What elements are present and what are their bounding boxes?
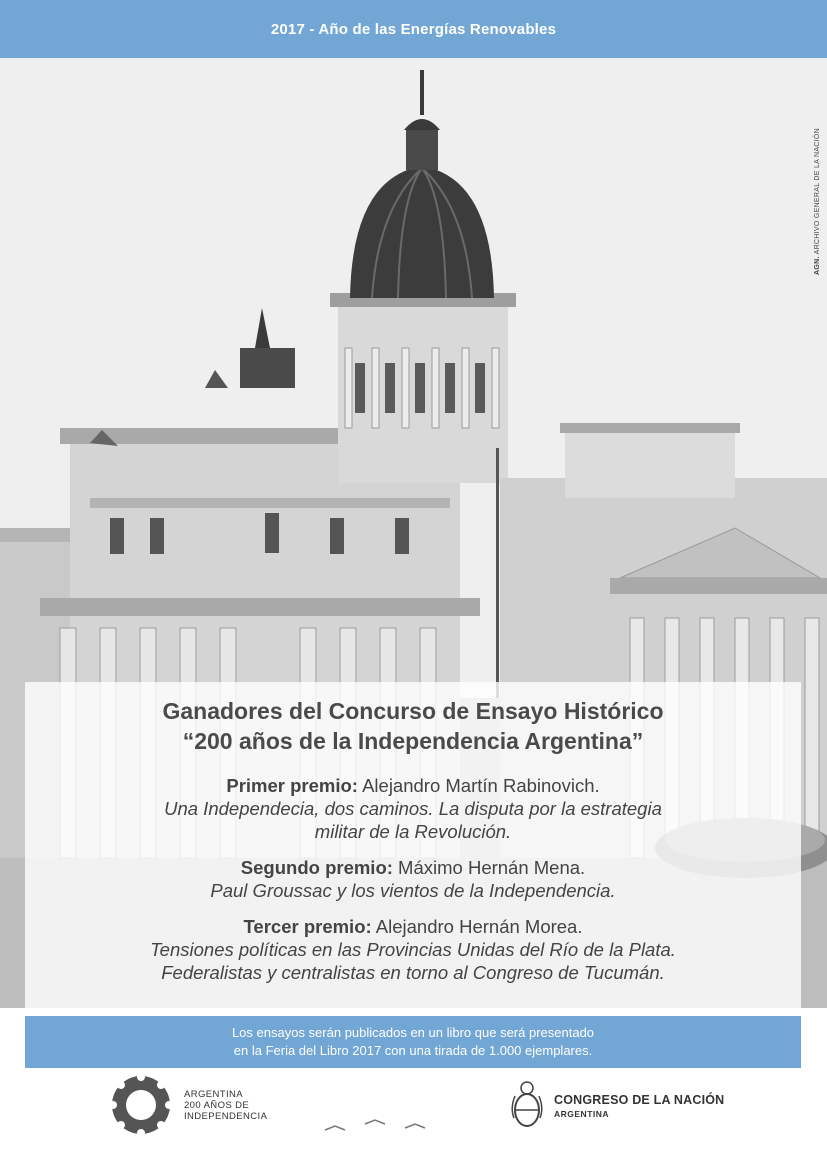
prize-winner: Alejandro Martín Rabinovich. xyxy=(357,775,600,796)
bicentenary-emblem-icon xyxy=(110,1074,172,1136)
prize-work-line: militar de la Revolución. xyxy=(314,821,512,842)
prize-label: Primer premio: xyxy=(226,775,358,796)
congreso-name: CONGRESO DE LA NACIÓN xyxy=(554,1093,725,1107)
prize-label: Segundo premio: xyxy=(240,857,393,878)
prize-second xyxy=(25,856,801,902)
note-line-2: en la Feria del Libro 2017 con una tirada de 1.000 ejemplares. xyxy=(233,1043,593,1058)
winners-panel xyxy=(25,682,801,1008)
prize-winner: Alejandro Hernán Morea. xyxy=(371,916,583,937)
prize-work-line: Tensiones políticas en las Provincias Unidas del Río de la Plata. xyxy=(150,939,676,960)
prize-work-line: Federalistas y centralistas en torno al Congreso de Tucumán. xyxy=(161,962,665,983)
prize-work-line: Una Independecia, dos caminos. La disputa por la estrategia xyxy=(164,798,662,819)
photo-credit: AGN. ARCHIVO GENERAL DE LA NACIÓN xyxy=(814,128,821,275)
prize-label: Tercer premio: xyxy=(243,916,372,937)
title-line-2: “200 años de la Independencia Argentina” xyxy=(182,728,644,754)
top-banner xyxy=(0,0,827,58)
prize-third xyxy=(25,915,801,984)
prize-winner: Máximo Hernán Mena. xyxy=(392,857,586,878)
publication-note xyxy=(25,1016,801,1068)
coat-of-arms-icon xyxy=(510,1078,544,1134)
bicentenary-logo xyxy=(110,1074,267,1136)
birds-decoration-icon xyxy=(320,1110,440,1140)
congreso-logo xyxy=(510,1078,724,1134)
congreso-country: ARGENTINA xyxy=(554,1109,610,1119)
prize-work-line: Paul Groussac y los vientos de la Independencia. xyxy=(210,880,616,901)
prize-first xyxy=(25,774,801,843)
banner-text: 2017 - Año de las Energías Renovables xyxy=(270,20,557,38)
note-line-1: Los ensayos serán publicados en un libro que será presentado xyxy=(231,1025,595,1040)
logo-line-3: INDEPENDENCIA xyxy=(184,1110,268,1122)
title-line-1: Ganadores del Concurso de Ensayo Histórico xyxy=(162,698,664,724)
logo-line-1: ARGENTINA xyxy=(184,1088,244,1100)
announcement-title xyxy=(25,696,801,756)
logo-line-2: 200 AÑOS DE xyxy=(184,1099,250,1111)
